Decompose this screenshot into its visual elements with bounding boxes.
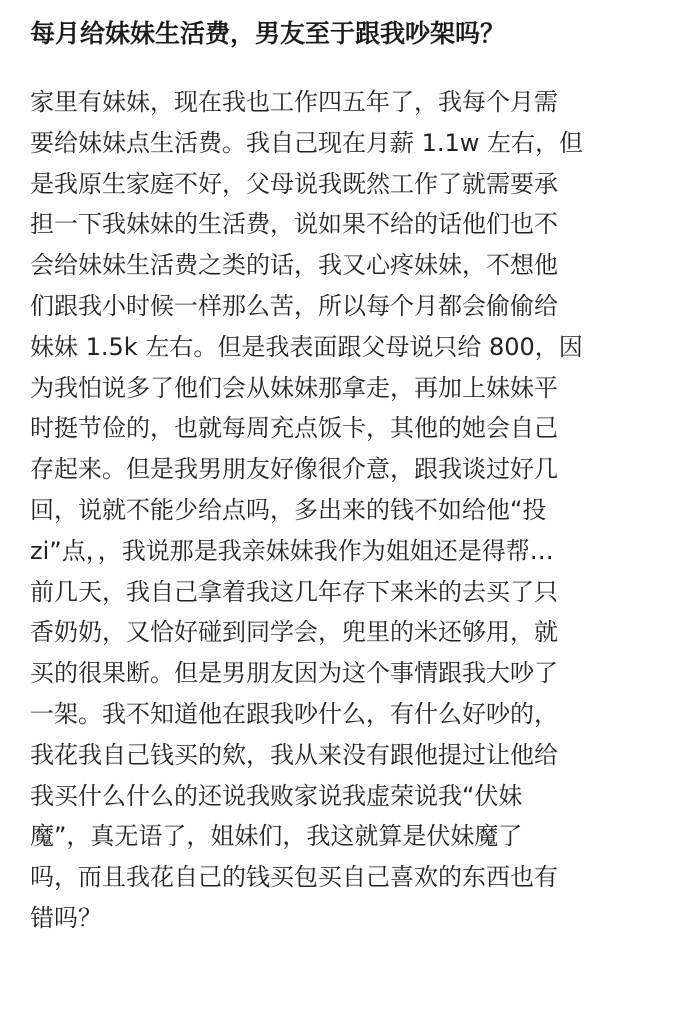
post-body-line: 香奶奶，又恰好碰到同学会，兜里的米还够用，就 [30,618,558,647]
post-body-line: 会给妹妹生活费之类的话，我又心疼妹妹，不想他 [30,251,558,280]
post-body-line: 要给妹妹点生活费。我自己现在月薪 1.1w 左右，但 [30,128,584,157]
post-body-line: 魔”，真无语了，姐妹们，我这就算是伏妹魔了 [30,822,523,851]
post-body-line: 存起来。但是我男朋友好像很介意，跟我谈过好几 [30,455,558,484]
post-body-line: 错吗？ [30,903,102,932]
post-body-line: 为我怕说多了他们会从妹妹那拿走，再加上妹妹平 [30,373,558,402]
post-body-line: 时挺节俭的，也就每周充点饭卡，其他的她会自己 [30,414,558,443]
post-body-line: 担一下我妹妹的生活费，说如果不给的话他们也不 [30,210,558,239]
post-body-line: 我买什么什么的还说我败家说我虚荣说我“伏妹 [30,781,523,810]
post-body-line: 是我原生家庭不好，父母说我既然工作了就需要承 [30,169,558,198]
post-body-line: 一架。我不知道他在跟我吵什么，有什么好吵的， [30,699,558,728]
post-body-line: 回，说就不能少给点吗，多出来的钱不如给他“投 [30,495,547,524]
post-body [30,82,660,939]
post-body-line: 前几天，我自己拿着我这几年存下来米的去买了只 [30,577,558,606]
post-body-line: zi”点，，我说那是我亲妹妹我作为姐姐还是得帮… [30,536,554,565]
post-title: 每月给妹妹生活费，男友至于跟我吵架吗？ [30,19,506,48]
post-body-line: 我花我自己钱买的欸，我从来没有跟他提过让他给 [30,740,558,769]
post-body-line: 吗，而且我花自己的钱买包买自己喜欢的东西也有 [30,863,558,892]
post-body-line: 家里有妹妹，现在我也工作四五年了，我每个月需 [30,88,558,116]
post-body-line: 妹妹 1.5k 左右。但是我表面跟父母说只给 800，因 [30,332,583,361]
post-body-line: 们跟我小时候一样那么苦，所以每个月都会偷偷给 [30,291,558,320]
post-body-line: 买的很果断。但是男朋友因为这个事情跟我大吵了 [30,659,558,688]
